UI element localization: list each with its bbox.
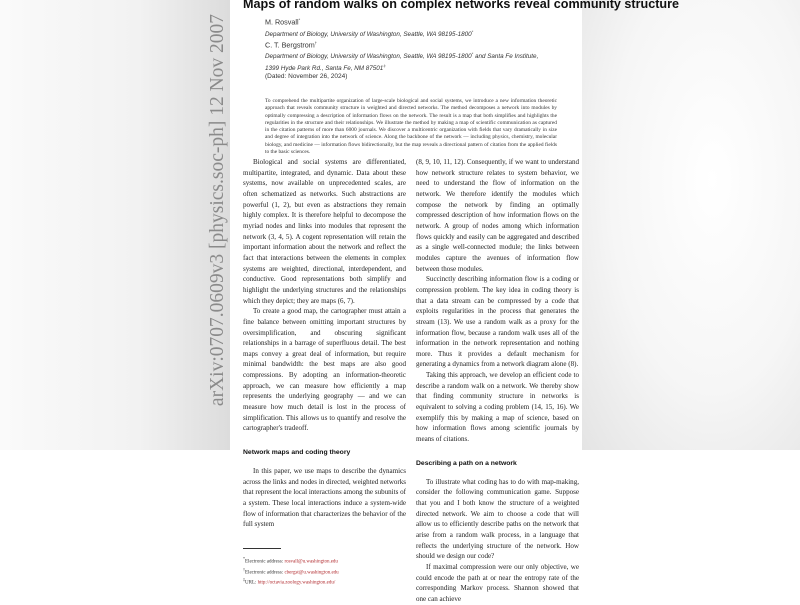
footnote [243,555,406,566]
affiliation-mark-2: ‡ [383,62,386,68]
affiliation-mark: * [471,29,474,34]
affiliation-1 [265,28,473,40]
right-column [416,157,579,605]
abstract: To comprehend the multipartite organization of large-scale biological and social systems, we introduce a new information theoretic approach that reveals community structure in weighted and directed networks. The method decomposes a network into modules by optimally compressing a description of information flows on the network. The result is a map that both simplifies and highlights the regularities in the structure and their relationships. We illustrate the method by making a map of scientific communication as captured in the citation patterns of more than 6000 journals. We discover a multicentric organization with fields that vary dramatically in size and degree of integration into the network of science. Along the backbone of the network — including physics, chemistry, molecular biology, and medicine — information flows bidirectionally, but the map reveals a directional pattern of citation from the applied fields to the basic sciences. [265,98,557,156]
footnote [243,566,406,577]
footnote-label: Electronic address: [245,570,285,576]
arxiv-stamp: arXiv:0707.0609v3 [physics.soc-ph] 12 Nov 2007 [207,13,228,407]
author-mark: † [314,40,318,45]
left-margin-background [0,0,230,450]
paper-title: Maps of random walks on complex networks reveal community structure [243,0,680,11]
email-link[interactable]: rosvall@u.washington.edu [284,559,338,565]
dated-line: (Dated: November 26, 2024) [265,73,348,80]
section-heading: Describing a path on a network [416,459,517,467]
left-column [243,157,406,587]
affiliation-text-2: and Santa Fe Institute, 1399 Hyde Park Rd., Santa Fe, NM 87501 [265,53,539,72]
paragraph: Succinctly describing information flow is a coding or compression problem. The key idea in coding theory is that a data stream can be compressed by a code that exploits regularities in the process that generates the stream (13). We use a random walk as a proxy for the information flow, because a random walk uses all of the information in the network representation and nothing more. Thus it provides a default mechanism for generating a dynamics from a network diagram alone (8). [416,275,579,369]
email-link[interactable]: cbergst@u.washington.edu [284,570,339,576]
affiliation-mark: * [471,51,474,56]
paragraph: If maximal compression were our only objective, we could encode the path at or near the entropy rate of the corresponding Markov process. Shannon showed that one can achieve [416,562,579,603]
affiliation-text: Department of Biology, University of Washington, Seattle, WA 98195-1800 [265,53,472,61]
footnote-label: Electronic address: [245,559,285,565]
paragraph: In this paper, we use maps to describe the dynamics across the links and nodes in directed, weighted networks that represent the local interactions among the subunits of a system. These local interactions induce a system-wide flow of information that characterizes the behavior of the full system [243,467,406,529]
footnote-mark: * [243,556,245,561]
footnote [243,576,406,587]
author-1 [265,17,300,26]
footnote-rule [243,548,281,549]
paragraph: Taking this approach, we develop an efficient code to describe a random walk on a network. We thereby show that finding community structure in networks is equivalent to solving a coding problem (14, 15, 16). We exemplify this by making a map of science, based on how information flows among scientific journals by means of citations. [416,371,579,444]
author-mark: * [298,17,301,22]
paragraph: (8, 9, 10, 11, 12). Consequently, if we want to understand how network structure relates to system behavior, we need to understand the flow of information on the network. We therefore identify the modules which compose the network by finding an optimally compressed description of how information flows on the network. A group of nodes among which information flows quickly and easily can be aggregated and described as a single well-connected module; the links between modules capture the avenues of information flow between those modules. [416,158,579,273]
footnote-label: URL: [245,580,258,586]
author-name: C. T. Bergstrom [265,40,315,50]
section-heading: Network maps and coding theory [243,449,351,457]
affiliation-2 [265,50,545,73]
author-name: M. Rosvall [265,17,299,27]
paragraph: To create a good map, the cartographer must attain a fine balance between omitting important structures by oversimplification, and obscuring significant relationships in a barrage of superfluous detail. The best maps convey a great deal of information, but require minimal bandwidth: the best maps are also good compressions. By adopting an information-theoretic approach, we can measure how efficiently a map represents the underlying geography — and we can measure how much detail is lost in the process of simplification. This allows us to quantify and resolve the cartographer's tradeoff. [243,307,406,433]
footnote-mark: ‡ [243,577,245,583]
paragraph: Biological and social systems are differentiated, multipartite, integrated, and dynamic. Data about these systems, now available on unprecedented scales, are often schematized as networks. Such abstractions are powerful (1, 2), but even as abstractions they remain highly complex. It is therefore helpful to decompose the myriad nodes and links into modules that represent the network (3, 4, 5). A cogent representation will retain the important information about the network and reflect the fact that interactions between the elements in complex systems are weighted, directional, interdependent, and conductive. Good representations both simplify and highlight the underlying structures and the relationships which they depict; they are maps (6, 7). [243,158,406,305]
footnote-mark: † [243,566,245,572]
paragraph: To illustrate what coding has to do with map-making, consider the following communication game. Suppose that you and I both know the structure of a weighted directed network. We aim to choose a code that will allow us to efficiently describe paths on the network that arise from a random walk process, in a language that reflects the underlying structure of the network. How should we design our code? [416,477,579,561]
right-margin-background [582,0,800,450]
author-2 [265,40,317,49]
affiliation-text: Department of Biology, University of Washington, Seattle, WA 98195-1800 [265,31,472,39]
url-link[interactable]: http://octavia.zoology.washington.edu/ [257,580,336,586]
